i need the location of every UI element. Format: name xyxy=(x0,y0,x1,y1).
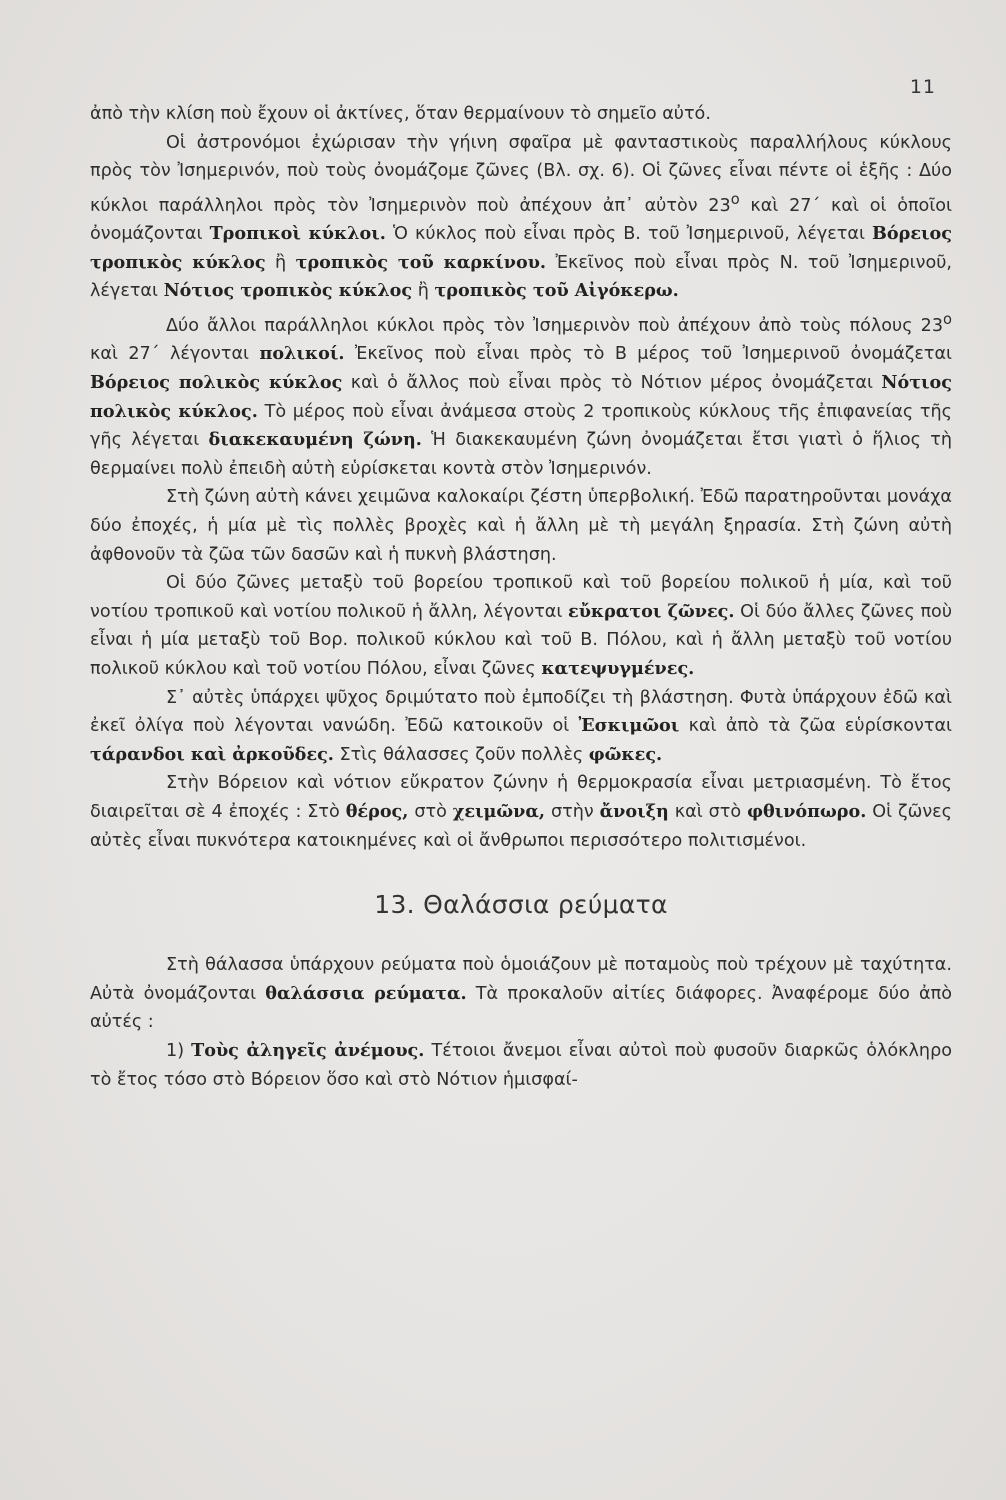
term-winter: χειμῶνα, xyxy=(452,800,546,822)
page-number: 11 xyxy=(909,76,936,98)
term-summer: θέρος, xyxy=(345,800,409,822)
term-spring: ἄνοιξη xyxy=(599,800,669,822)
paragraph-ocean-currents: Στὴ θάλασσα ὑπάρχουν ρεύματα ποὺ ὁμοιάζουν μὲ ποταμοὺς ποὺ τρέχουν μὲ ταχύτητα. Αὐτὰ ὀνομάζονται θαλάσσια ρεύματα. Τὰ προκαλοῦν αἰτίες διάφορες. Ἀναφέρομε δύο ἀπὸ αὐτές : xyxy=(90,955,953,1033)
term-autumn: φθινόπωρο. xyxy=(747,800,867,822)
term-southern-tropic: Νότιος τροπικὸς κύκλος xyxy=(163,280,413,302)
term-reindeer-bears: τάρανδοι καὶ ἀρκοῦδες. xyxy=(90,743,334,765)
paragraph-frigid-climate: Σ᾽ αὐτὲς ὑπάρχει ψῦχος δριμύτατο ποὺ ἐμποδίζει τὴ βλάστηση. Φυτὰ ὑπάρχουν ἐδῶ καὶ ἐκεῖ ὀλίγα ποὺ λέγονται νανώδη. Ἐδῶ κατοικοῦν οἱ Ἐσκιμῶοι καὶ ἀπὸ τὰ ζῶα εὑρίσκονται τάρανδοι καὶ ἀρκοῦδες. Στὶς θάλασσες ζοῦν πολλὲς φῶκες. xyxy=(90,687,952,765)
paragraph-polar-circles: Δύο ἄλλοι παράλληλοι κύκλοι πρὸς τὸν Ἰσημερινὸν ποὺ ἀπέχουν ἀπὸ τοὺς πόλους $23^o$ καὶ 27΄ λέγονται πολικοί. Ἐκεῖνος ποὺ εἶναι πρὸς τὸ Β μέρος τοῦ Ἰσημερινοῦ ὀνομάζεται Βόρειος πολικὸς κύκλος καὶ ὁ ἄλλος ποὺ εἶναι πρὸς τὸ Νότιον μέρος ὀνομάζεται Νότιος πολικὸς κύκλος. Τὸ μέρος ποὺ εἶναι ἀνάμεσα στοὺς 2 τροπικοὺς κύκλους τῆς ἐπιφανείας τῆς γῆς λέγεται διακεκαυμένη ζώνη. Ἡ διακεκαυμένη ζώνη ὀνομάζεται ἔτσι γιατὶ ὁ ἥλιος τὴ θερμαίνει πολὺ ἐπειδὴ αὐτὴ εὑρίσκεται κοντὰ στὸν Ἰσημερινόν. xyxy=(90,311,953,479)
term-antarctic-circle: Νότιος πολικὸς κύκλος. xyxy=(90,372,952,422)
term-polar: πολικοί. xyxy=(259,343,345,365)
term-northern-tropic: Βόρειος τροπικὸς κύκλος xyxy=(90,223,953,273)
term-ocean-currents: θαλάσσια ρεύματα. xyxy=(265,982,467,1004)
paragraph-torrid-climate: Στὴ ζώνη αὐτὴ κάνει χειμῶνα καλοκαίρι ζέστη ὑπερβολική. Ἐδῶ παρατηροῦνται μονάχα δύο ἐποχές, ἡ μία μὲ τὶς πολλὲς βροχὲς καὶ ἡ ἄλλη μὲ τὴ μεγάλη ξηρασία. Στὴ ζώνη αὐτὴ ἀφθονοῦν τὰ ζῶα τῶν δασῶν καὶ ἡ πυκνὴ βλάστηση. xyxy=(90,487,952,565)
term-temperate-zones: εὔκρατοι ζῶνες. xyxy=(568,600,735,622)
term-tropic-of-cancer: τροπικὸς τοῦ καρκίνου. xyxy=(295,251,547,273)
term-arctic-circle: Βόρειος πολικὸς κύκλος xyxy=(90,372,343,394)
paragraph-temperate-zones: Οἱ δύο ζῶνες μεταξὺ τοῦ βορείου τροπικοῦ καὶ τοῦ βορείου πολικοῦ ἡ μία, καὶ τοῦ νοτίου τροπικοῦ καὶ νοτίου πολικοῦ ἡ ἄλλη, λέγονται εὔκρατοι ζῶνες. Οἱ δύο ἄλλες ζῶνες ποὺ εἶναι ἡ μία μεταξὺ τοῦ Βορ. πολικοῦ κύκλου καὶ τοῦ Β. Πόλου, καὶ ἡ ἄλλη μεταξὺ τοῦ νοτίου πολικοῦ κύκλου καὶ τοῦ νοτίου Πόλου, εἶναι ζῶνες κατεψυγμένες. xyxy=(90,573,952,679)
term-seals: φῶκες. xyxy=(588,743,663,765)
paragraph-temperate-seasons: Στὴν Βόρειον καὶ νότιον εὔκρατον ζώνην ἡ θερμοκρασία εἶναι μετριασμένη. Τὸ ἔτος διαιρεῖται σὲ 4 ἐποχές : Στὸ θέρος, στὸ χειμῶνα, στὴν ἄνοιξη καὶ στὸ φθινόπωρο. Οἱ ζῶνες αὐτὲς εἶναι πυκνότερα κατοικημένες καὶ οἱ ἄνθρωποι περισσότερο πολιτισμένοι. xyxy=(90,773,952,851)
section-heading: 13. Θαλάσσια ρεύματα xyxy=(374,890,668,920)
term-frigid-zones: κατεψυγμένες. xyxy=(541,658,695,679)
term-torrid-zone: διακεκαυμένη ζώνη. xyxy=(208,429,422,451)
term-tropic-of-capricorn: τροπικὸς τοῦ Αἰγόκερω. xyxy=(434,280,679,302)
body-text xyxy=(90,100,952,1094)
paragraph-trade-winds: 1) Τοὺς ἀληγεῖς ἀνέμους. Τέτοιοι ἄνεμοι εἶναι αὐτοὶ ποὺ φυσοῦν διαρκῶς ὁλόκληρο τὸ ἔτος τόσο στὸ Βόρειον ὅσο καὶ στὸ Νότιον ἡμισφαί- xyxy=(90,1039,952,1090)
paragraph-continuation: ἀπὸ τὴν κλίση ποὺ ἔχουν οἱ ἀκτίνες, ὅταν θερμαίνουν τὸ σημεῖο αὐτό. xyxy=(90,104,711,124)
paragraph-zones-intro: Οἱ ἀστρονόμοι ἐχώρισαν τὴν γήινη σφαῖρα μὲ φανταστικοὺς παραλλήλους κύκλους πρὸς τὸν Ἰσημερινόν, ποὺ τοὺς ὀνομάζομε ζῶνες (Βλ. σχ. 6). Οἱ ζῶνες εἶναι πέντε οἱ ἑξῆς : Δύο κύκλοι παράλληλοι πρὸς τὸν Ἰσημερινὸν ποὺ ἀπέχουν ἀπ᾽ αὐτὸν $23^o$ καὶ 27΄ καὶ οἱ ὁποῖοι ὀνομάζονται Τροπικοὶ κύκλοι. Ὁ κύκλος ποὺ εἶναι πρὸς Β. τοῦ Ἰσημερινοῦ, λέγεται Βόρειος τροπικὸς κύκλος ἢ τροπικὸς τοῦ καρκίνου. Ἐκεῖνος ποὺ εἶναι πρὸς Ν. τοῦ Ἰσημερινοῦ, λέγεται Νότιος τροπικὸς κύκλος ἢ τροπικὸς τοῦ Αἰγόκερω. xyxy=(90,132,953,302)
term-eskimos: Ἐσκιμῶοι xyxy=(578,715,680,737)
term-tropic-circles: Τροπικοὶ κύκλοι. xyxy=(209,223,386,245)
term-trade-winds: Τοὺς ἀληγεῖς ἀνέμους. xyxy=(191,1039,425,1061)
